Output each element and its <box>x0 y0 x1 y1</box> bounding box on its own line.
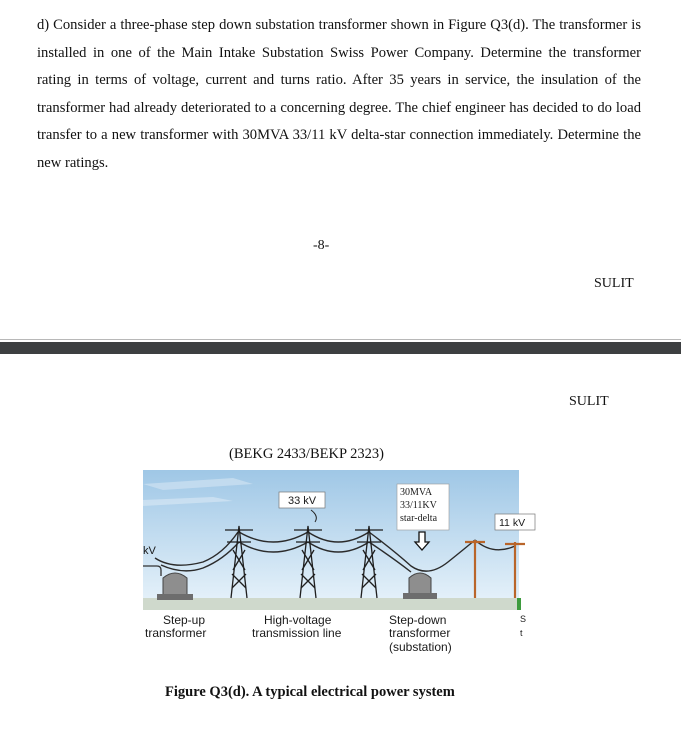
figure-caption: Figure Q3(d). A typical electrical power system <box>165 684 455 700</box>
power-system-figure <box>143 470 549 670</box>
transmission-label-line1: High-voltage <box>264 613 332 627</box>
page-break-divider <box>0 338 681 356</box>
step-down-label-line2: transformer <box>389 626 451 640</box>
step-up-label-line1: Step-up <box>163 613 206 627</box>
right-cut-label-line2: t <box>520 628 523 638</box>
page-top <box>0 0 681 338</box>
page-break-bar <box>0 342 681 354</box>
right-margin <box>519 522 549 598</box>
power-system-diagram <box>143 470 549 670</box>
left-voltage-label: kV <box>143 545 156 557</box>
question-text: d) Consider a three-phase step down substation transformer shown in Figure Q3(d). The transformer is installed in one of the Main Intake Substation Swiss Power Company. Determine the transformer rating in terms of voltage, current and turns ratio. After 35 years in service, the insulation of the transformer had already deteriorated to a concerning degree. The chief engineer has decided to do load transfer to a new transformer with 30MVA 33/11 kV delta-star connection immediately. Determine the new ratings. <box>37 17 641 171</box>
rating-voltage-ratio: 33/11KV <box>400 500 437 511</box>
ground-strip <box>143 598 519 610</box>
right-cut-label-line1: S <box>520 614 527 624</box>
distribution-voltage-label: 11 kV <box>499 517 526 529</box>
sulit-mark-top: SULIT <box>594 276 634 291</box>
step-down-label-line1: Step-down <box>389 613 447 627</box>
rating-connection: star-delta <box>400 513 438 524</box>
page-number: -8- <box>313 238 330 253</box>
line-voltage-label: 33 kV <box>288 495 317 507</box>
step-up-label-line2: transformer <box>145 626 207 640</box>
transmission-label-line2: transmission line <box>252 626 342 640</box>
sky-background <box>143 470 519 598</box>
course-code: (BEKG 2433/BEKP 2323) <box>229 446 384 462</box>
page-break-line <box>0 339 681 340</box>
rating-mva: 30MVA <box>400 487 433 498</box>
grass-edge <box>517 598 521 610</box>
step-down-label-line3: (substation) <box>389 640 452 654</box>
sulit-mark-bottom: SULIT <box>569 394 609 409</box>
